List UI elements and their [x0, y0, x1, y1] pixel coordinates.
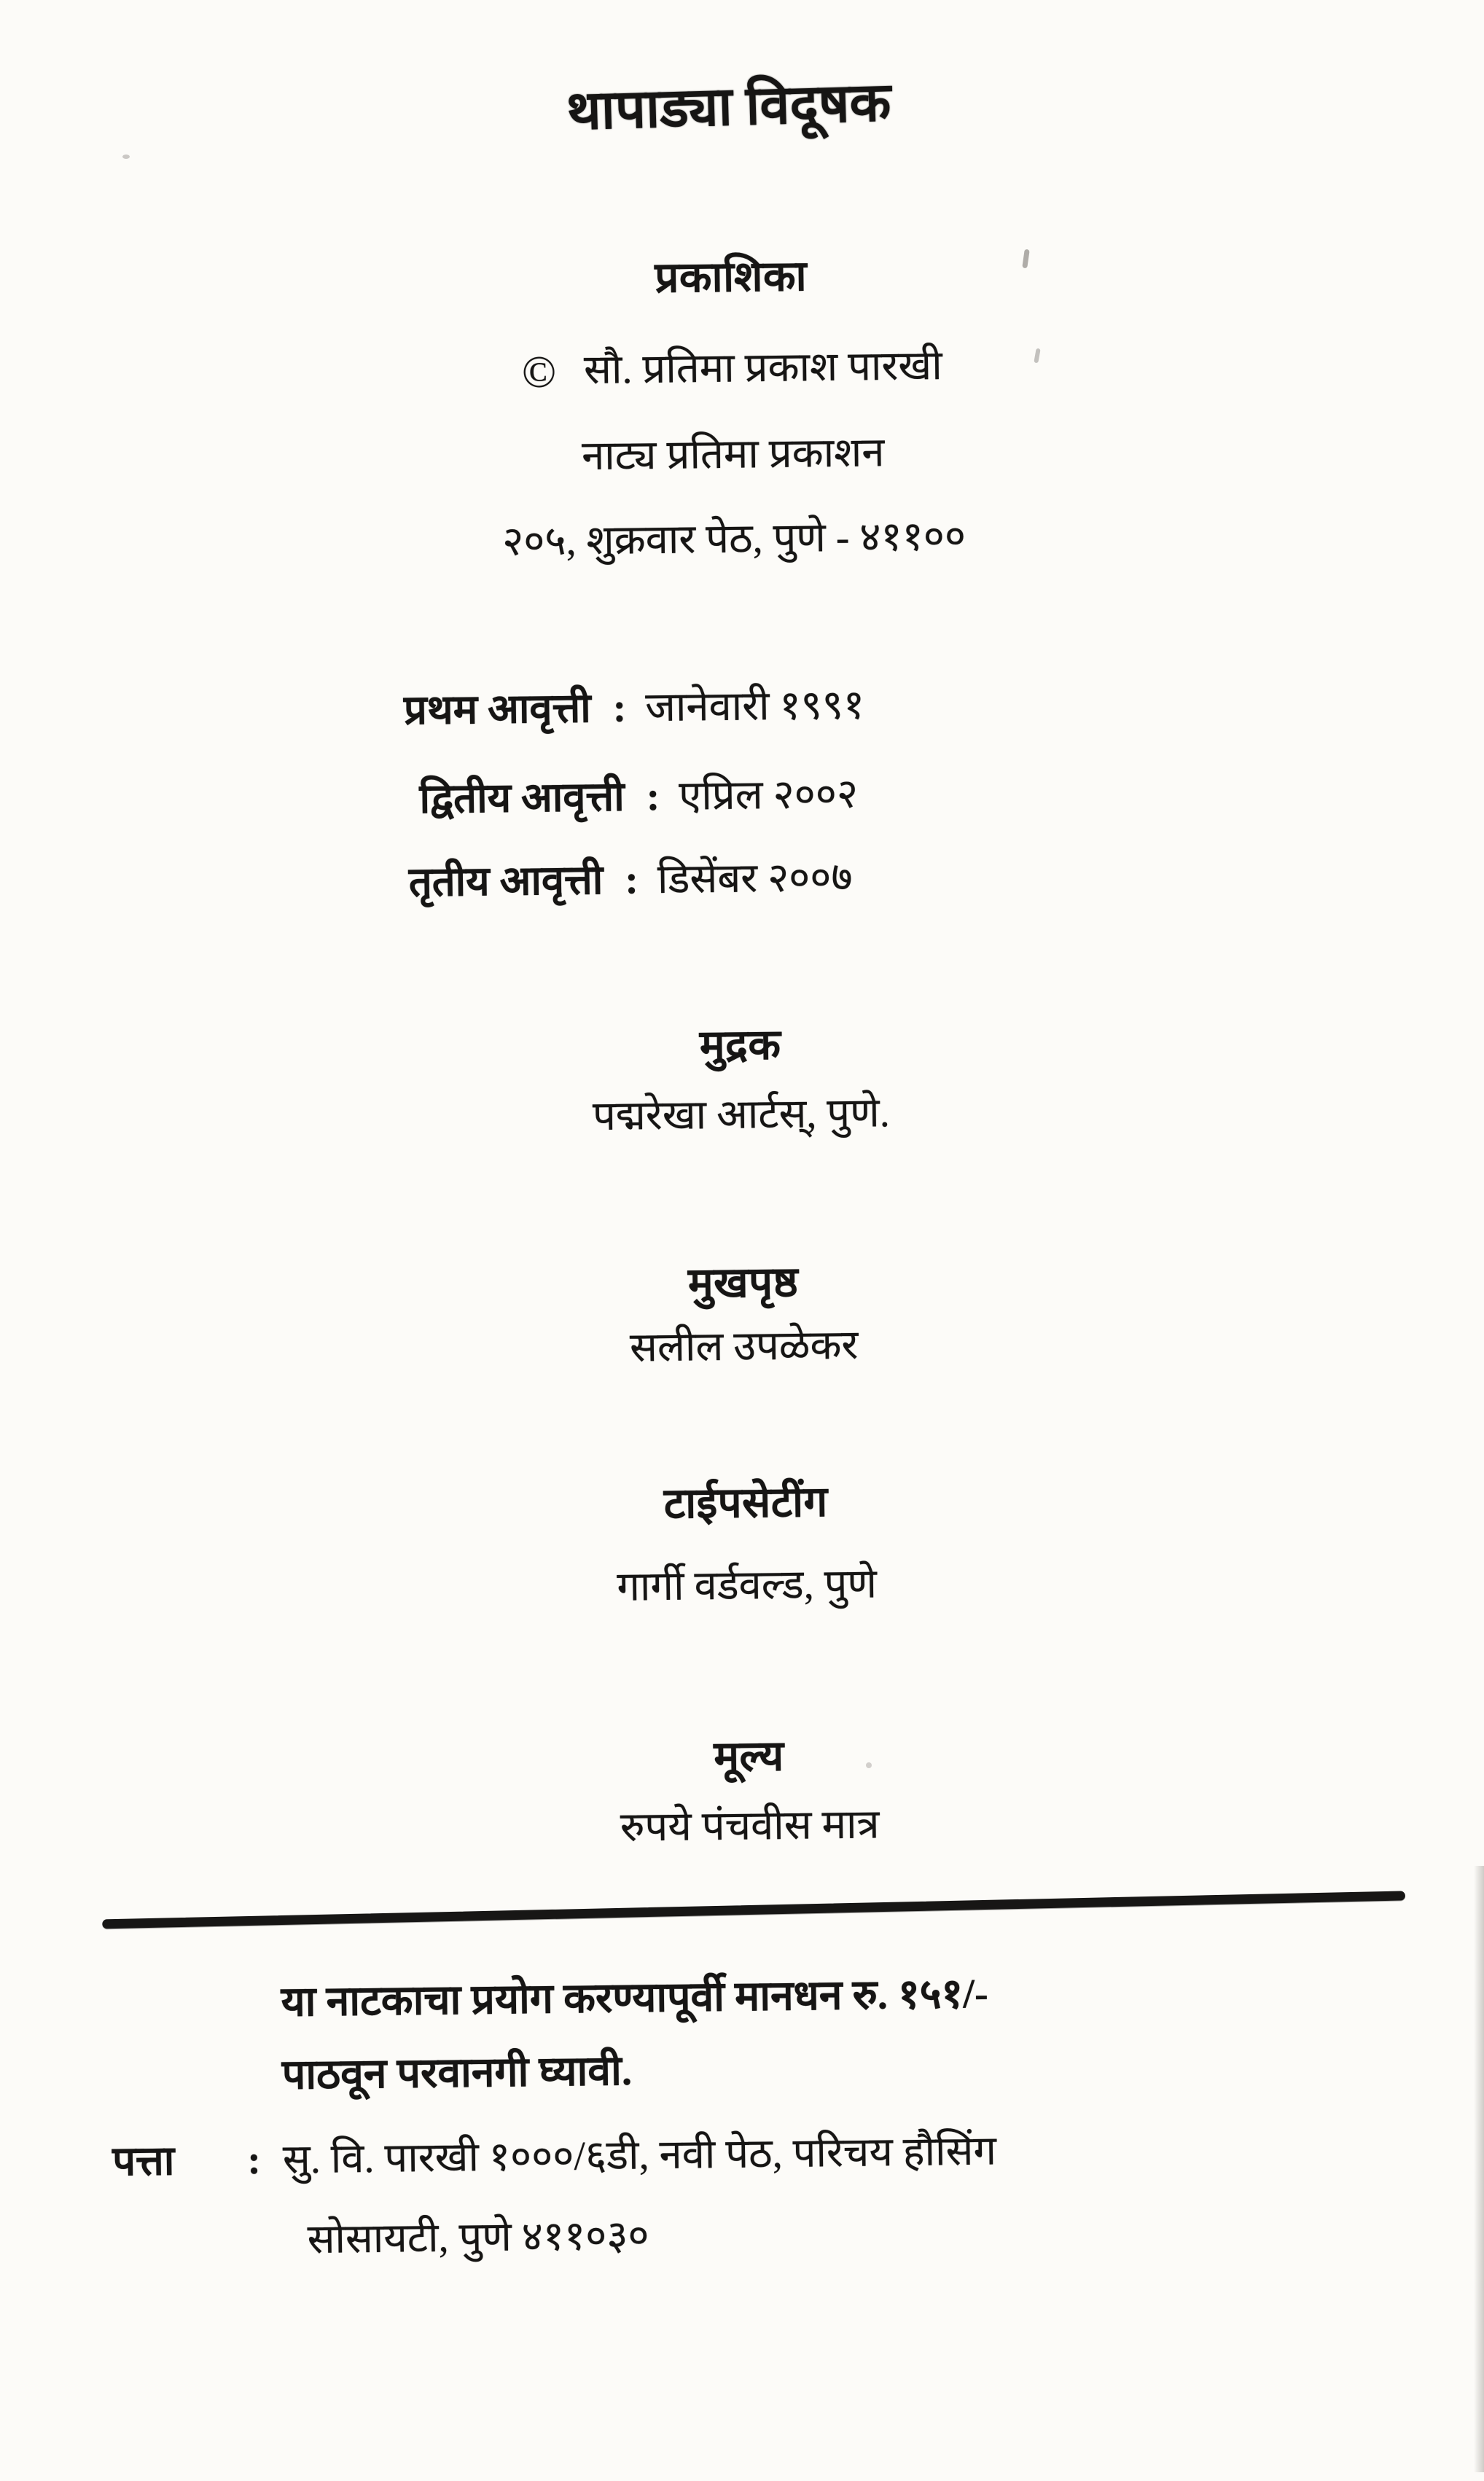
divider-rule — [102, 1891, 1405, 1929]
copyright-icon: © — [521, 347, 557, 398]
cover-heading: मुखपृष्ठ — [687, 1258, 799, 1308]
typesetting-heading: टाईपसेटींग — [663, 1477, 829, 1528]
scan-edge-shadow — [1474, 1866, 1484, 2472]
edition-label: तृतीय आवृत्ती — [408, 857, 604, 906]
price-value: रुपये पंचवीस मात्र — [620, 1802, 880, 1851]
typesetter-name: गार्गी वर्डवल्ड, पुणे — [617, 1561, 878, 1610]
page-title: थापाड्या विदूषक — [566, 72, 892, 142]
address-line1: सु. वि. पारखी १०००/६डी, नवी पेठ, परिचय हौसिंग — [282, 2128, 997, 2183]
edition-row-third — [408, 851, 853, 911]
performance-notice-line1: या नाटकाचा प्रयोग करण्यापूर्वी मानधन रु. १५१/- — [281, 1970, 989, 2025]
copyright-line — [0, 328, 1475, 407]
address-line2: सोसायटी, पुणे ४११०३० — [307, 2213, 649, 2263]
edition-colon: : — [646, 774, 660, 820]
publisher-address: २०५, शुक्रवार पेठ, पुणे - ४११०० — [501, 513, 966, 565]
address-label: पत्ता — [112, 2138, 175, 2185]
address-colon: : — [246, 2137, 262, 2184]
edition-value: जानेवारी १९९१ — [644, 682, 865, 731]
printer-name: पद्मरेखा आर्टस्, पुणे. — [592, 1090, 891, 1140]
edition-label: प्रथम आवृत्ती — [403, 686, 592, 734]
scan-speck — [866, 1762, 872, 1768]
edition-colon: : — [612, 685, 627, 731]
edition-label: द्वितीय आवृत्ती — [419, 774, 625, 823]
edition-value: एप्रिल २००२ — [678, 771, 859, 819]
publisher-imprint: नाट्य प्रतिमा प्रकाशन — [581, 430, 885, 480]
edition-row-second — [419, 767, 859, 828]
price-heading: मूल्य — [713, 1732, 785, 1781]
edition-value: डिसेंबर २००७ — [657, 854, 853, 903]
publisher-heading: प्रकाशिका — [655, 252, 808, 302]
printer-heading: मुद्रक — [699, 1020, 781, 1069]
edition-row-first — [404, 679, 865, 739]
performance-notice-line2: पाठवून परवानगी घ्यावी. — [281, 2047, 633, 2098]
scan-speck — [122, 155, 130, 159]
publisher-name: सौ. प्रतिमा प्रकाश पारखी — [583, 343, 943, 394]
cover-artist-name: सलील उपळेकर — [629, 1322, 859, 1371]
edition-colon: : — [624, 857, 639, 903]
address-row — [112, 2125, 997, 2190]
